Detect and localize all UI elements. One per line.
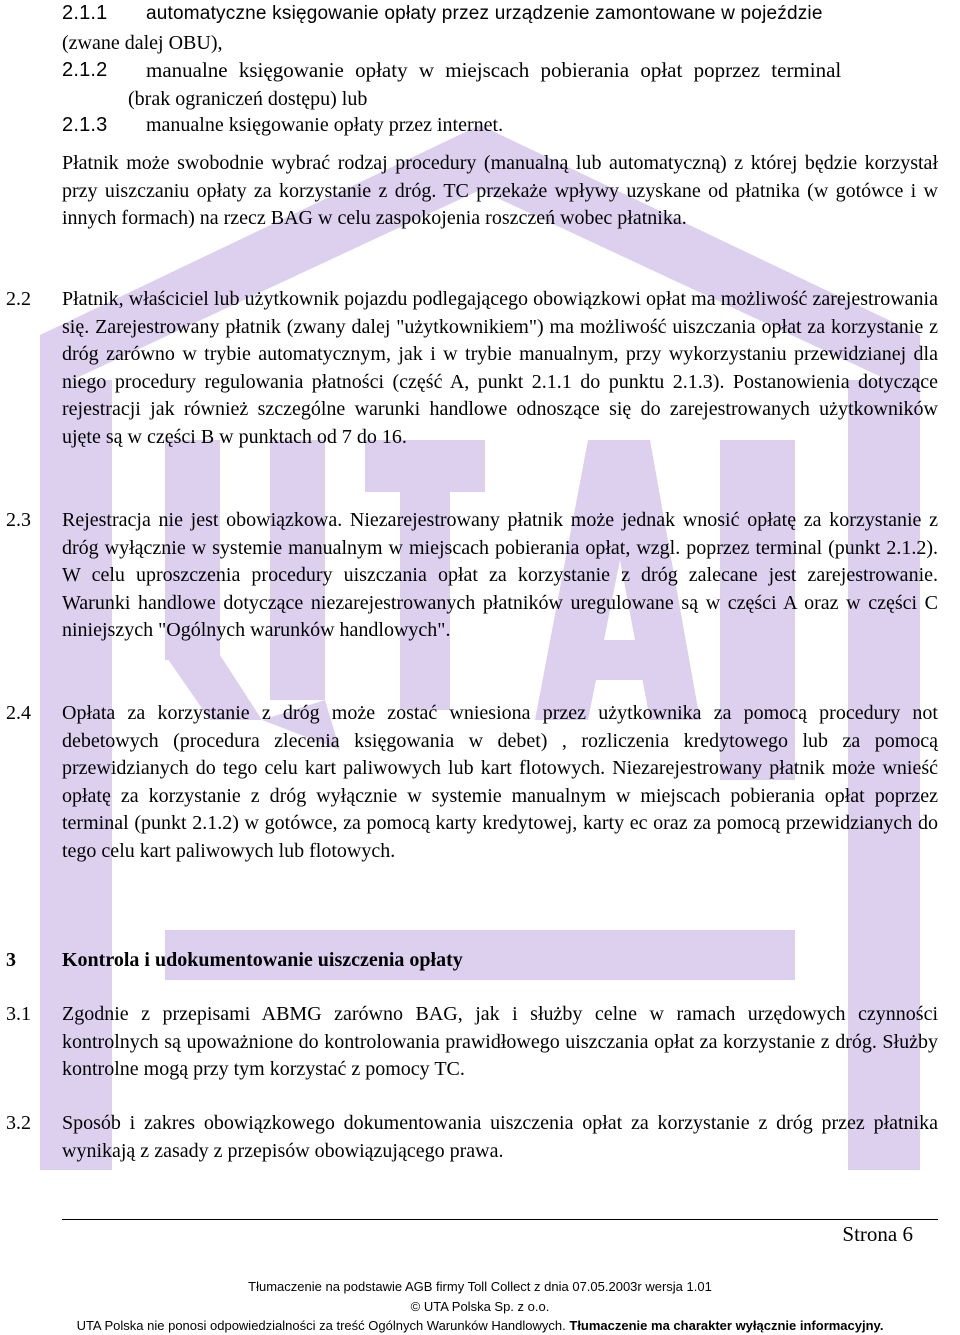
footer-disclaimer-bold: Tłumaczenie ma charakter wyłącznie informacyjny.: [569, 1318, 884, 1333]
section-paragraph: Sposób i zakres obowiązkowego dokumentowania uiszczenia opłat za korzystanie z dróg przez płatnika wynikają z zasady z przepisów obowiązującego prawa.: [62, 1112, 938, 1162]
list-item-text: automatyczne księgowanie opłaty przez urządzenie zamontowane w pojeździe: [146, 3, 823, 24]
heading-number: 3: [6, 949, 16, 971]
list-item-number: 2.1.2: [62, 59, 108, 81]
page-number: Strona 6: [842, 1222, 913, 1246]
list-item-text: manualne księgowanie opłaty przez internet.: [146, 114, 504, 136]
footer-disclaimer-text: UTA Polska nie ponosi odpowiedzialności za treść Ogólnych Warunków Handlowych.: [76, 1318, 566, 1333]
footer-rule: [62, 1219, 938, 1220]
intro-paragraph: Płatnik może swobodnie wybrać rodzaj procedury (manualną lub automatyczną) z której będzie korzystał przy uiszczaniu opłaty za korzystanie z dróg. TC przekaże wpływy uzyskane od płatnika (w gotówce i w innych formach) na rzecz BAG w celu zaspokojenia roszczeń wobec płatnika.: [62, 152, 938, 229]
section-number: 2.3: [6, 509, 31, 531]
section-paragraph: Zgodnie z przepisami ABMG zarówno BAG, jak i służby celne w ramach urzędowych czynności kontrolnych są upoważnione do kontrolowania prawidłowego uiszczania opłat za korzystanie z dróg. Służby kontrolne mogą przy tym korzystać z pomocy TC.: [62, 1003, 938, 1080]
list-item-text: manualne księgowanie opłaty w miejscach pobierania opłat poprzez terminal: [146, 58, 842, 82]
list-item-number: 2.1.3: [62, 114, 108, 136]
footer-line-copyright: © UTA Polska Sp. z o.o.: [410, 1299, 550, 1314]
section-number: 3.1: [6, 1003, 31, 1025]
section-number: 3.2: [6, 1112, 31, 1134]
list-item-number: 2.1.1: [62, 2, 108, 24]
heading-title: Kontrola i udokumentowanie uiszczenia opłaty: [62, 949, 463, 971]
footer-line-disclaimer: [0, 1318, 960, 1333]
list-item-text-cont: (brak ograniczeń dostępu) lub: [128, 88, 368, 110]
list-item-text-cont: (zwane dalej OBU),: [62, 32, 223, 54]
section-number: 2.2: [6, 288, 31, 310]
section-paragraph: Opłata za korzystanie z dróg może zostać wniesiona przez użytkownika za pomocą procedury not debetowych (procedura zlecenia księgowania w debet) , rozliczenia kredytowego lub za pomocą przewidzianych do tego celu kart paliwowych lub kart flotowych. Niezarejestrowany płatnik może wnieść opłatę za korzystanie z dróg wyłącznie w systemie manualnym w miejscach pobierania opłat poprzez terminal (punkt 2.1.2) w gotówce, za pomocą karty kredytowej, karty ec oraz za pomocą przewidzianych do tego celu kart paliwowych lub flotowych.: [62, 702, 938, 862]
section-paragraph: Płatnik, właściciel lub użytkownik pojazdu podlegającego obowiązkowi opłat ma możliwość zarejestrowania się. Zarejestrowany płatnik (zwany dalej "użytkownikiem") ma możliwość uiszczania opłat za korzystanie z dróg zarówno w trybie automatycznym, jak i w trybie manualnym, przy wykorzystaniu przewidzianej dla niego procedury regulowania płatności (część A, punkt 2.1.1 do punktu 2.1.3). Postanowienia dotyczące rejestracji jak również szczególne warunki handlowe odnoszące się do zarejestrowanych użytkowników ujęte są w części B w punktach od 7 do 16.: [62, 288, 938, 448]
section-number: 2.4: [6, 702, 31, 724]
section-paragraph: Rejestracja nie jest obowiązkowa. Niezarejestrowany płatnik może jednak wnosić opłatę za korzystanie z dróg wyłącznie w systemie manualnym w miejscach pobierania opłat, wzgl. poprzez terminal (punkt 2.1.2). W celu uproszczenia procedury uiszczania opłat za korzystanie z dróg zalecane jest zarejestrowanie. Warunki handlowe dotyczące niezarejestrowanych płatników uregulowane są w części A oraz w części C niniejszych "Ogólnych warunków handlowych".: [62, 509, 938, 641]
footer-line-translation: Tłumaczenie na podstawie AGB firmy Toll Collect z dnia 07.05.2003r wersja 1.01: [248, 1279, 712, 1294]
